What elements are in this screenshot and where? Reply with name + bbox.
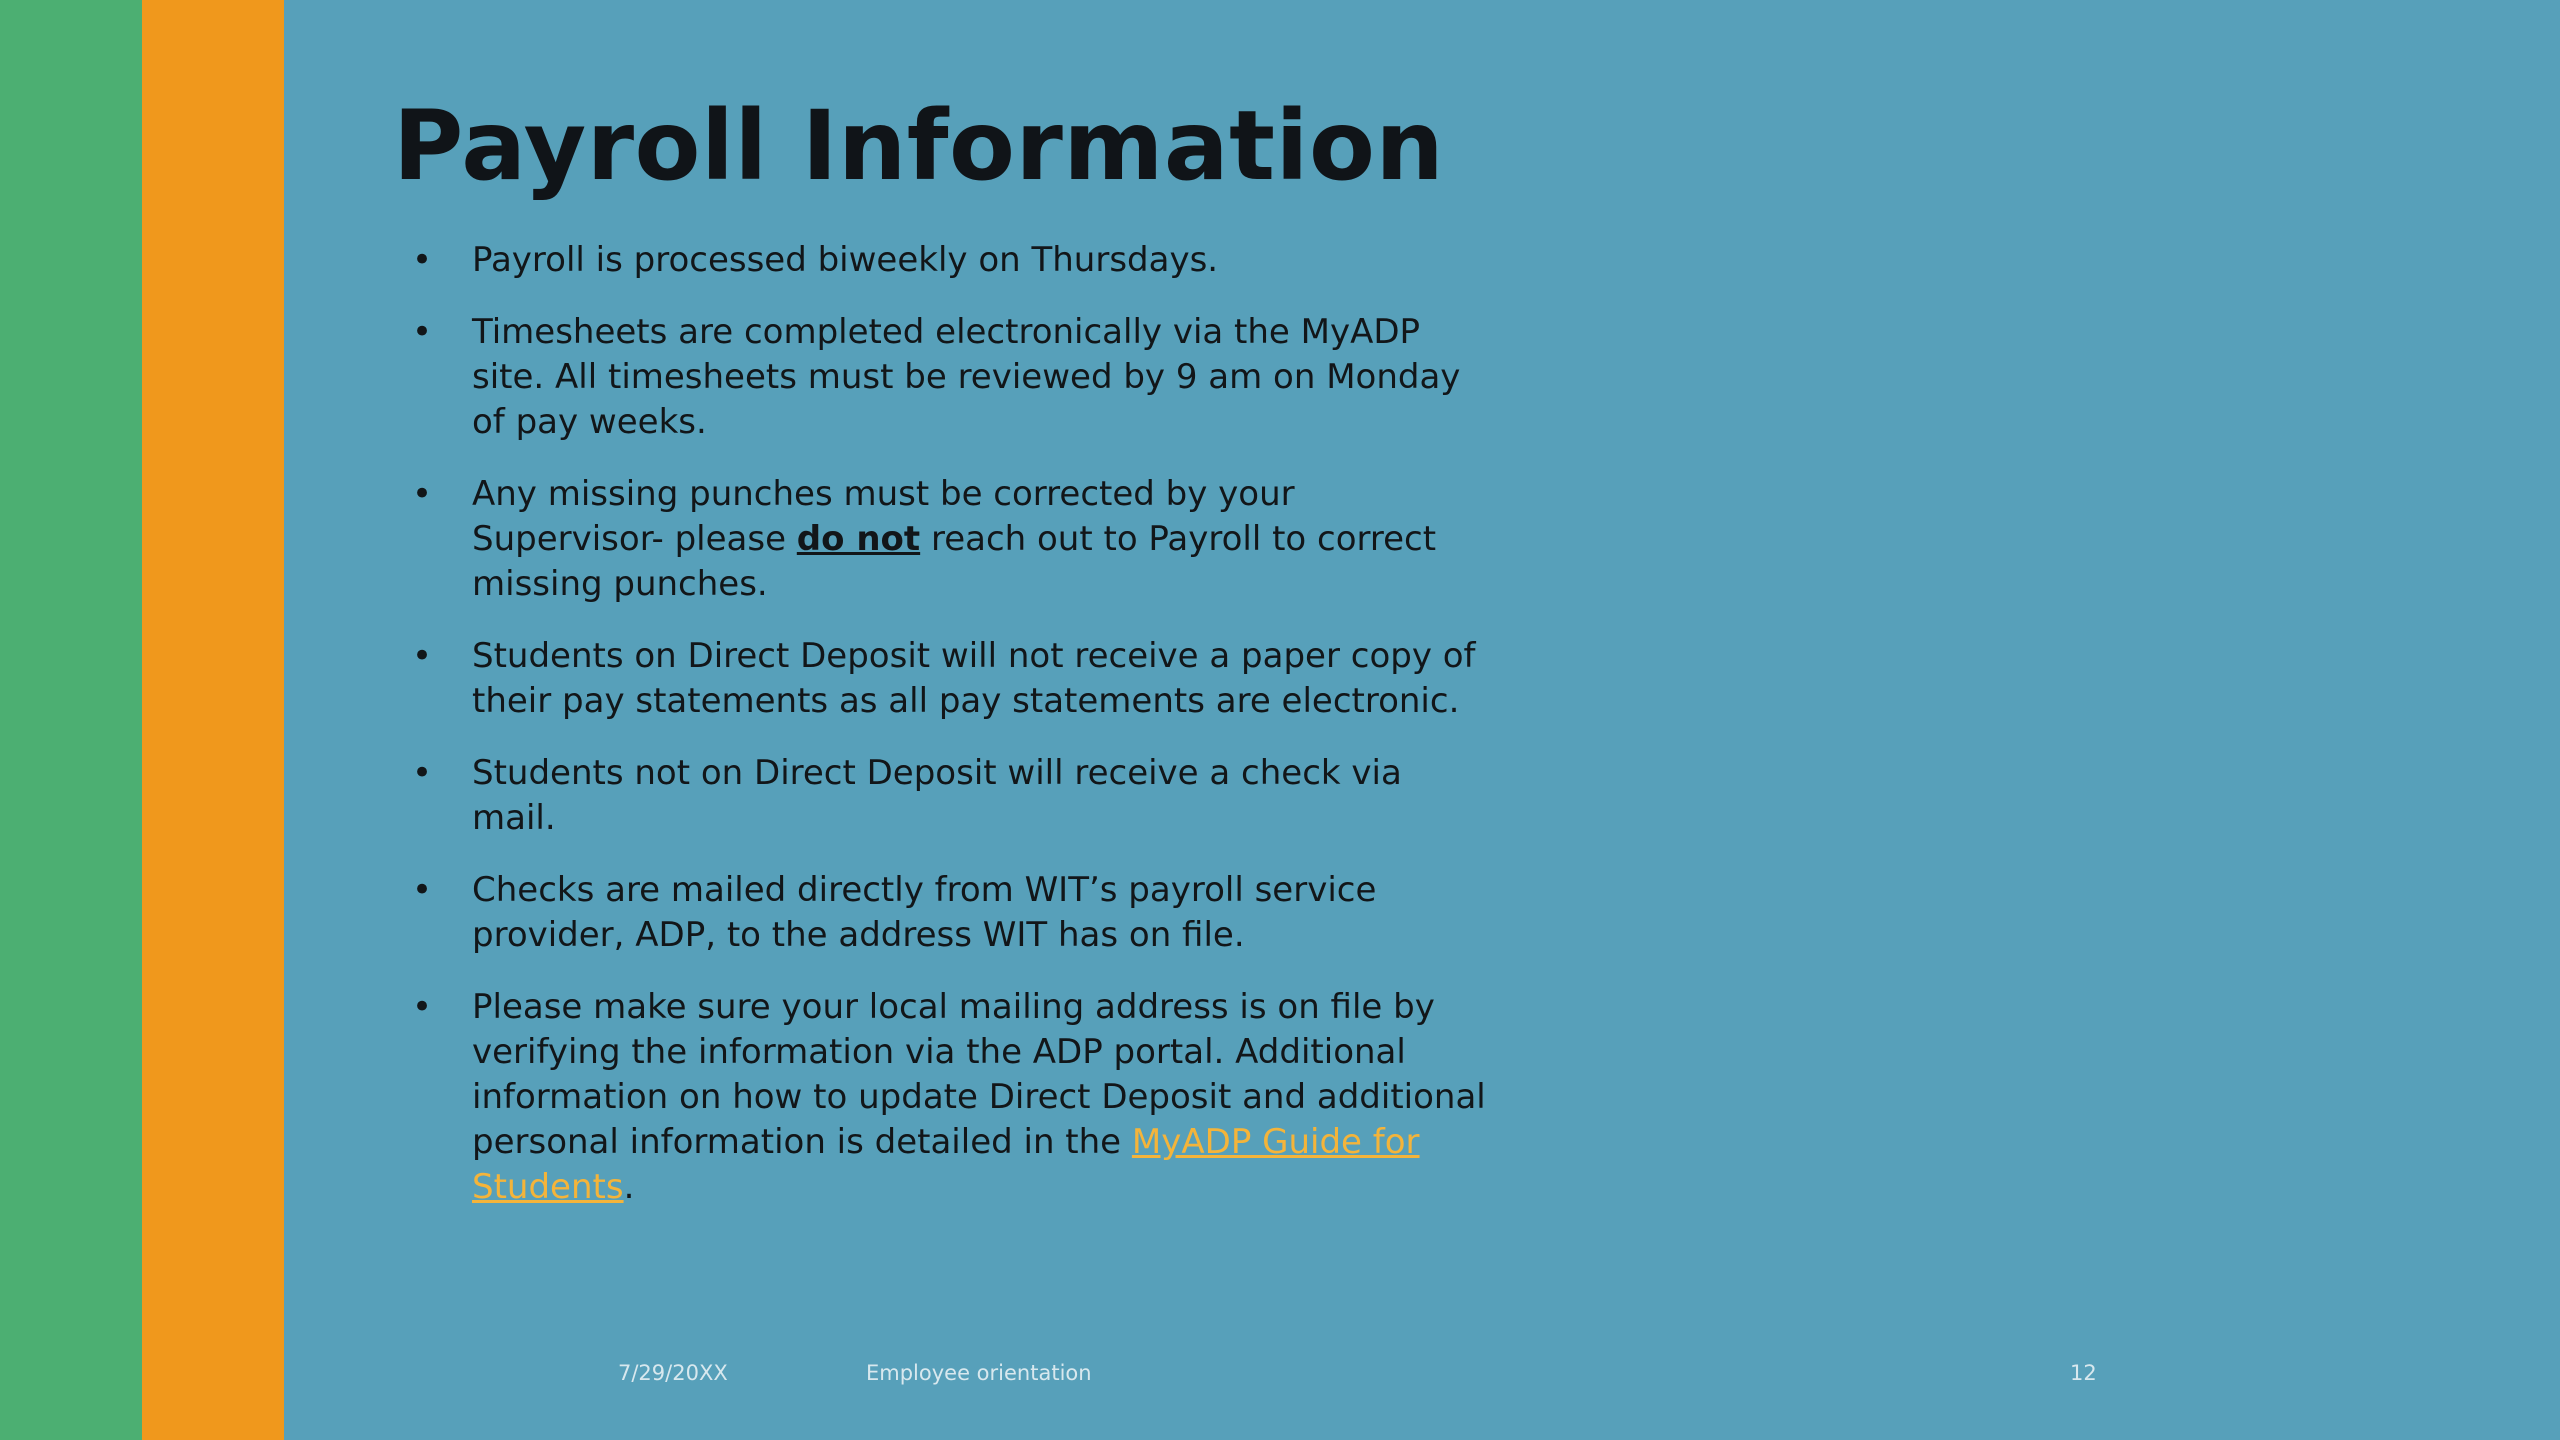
bullet-icon: • [412, 474, 433, 514]
bullet-text: Checks are mailed directly from WIT’s payroll service provider, ADP, to the address WIT has on file. [472, 870, 1377, 955]
bullet-icon: • [412, 987, 433, 1027]
bullet-item-direct-deposit [412, 634, 1492, 724]
bullet-item-missing-punches [412, 472, 1492, 607]
bullet-item-check-via-mail [412, 751, 1492, 841]
emphasis-do-not: do not [796, 519, 921, 559]
bullet-icon: • [412, 870, 433, 910]
bullet-icon: • [412, 636, 433, 676]
footer-title: Employee orientation [866, 1361, 1092, 1385]
bullet-text: Payroll is processed biweekly on Thursdays. [472, 240, 1219, 280]
bullet-list [412, 238, 1492, 1237]
bullet-item-timesheets [412, 310, 1492, 445]
bullet-icon: • [412, 240, 433, 280]
bullet-text: Students not on Direct Deposit will receive a check via mail. [472, 753, 1402, 838]
orange-stripe [142, 0, 284, 1440]
bullet-text-before: Please make sure your local mailing address is on file by verifying the information via the ADP portal. Additional information on how to update Direct Deposit and additional personal information is detailed in the [472, 987, 1486, 1162]
bullet-text: Timesheets are completed electronically via the MyADP site. All timesheets must be reviewed by 9 am on Monday of pay weeks. [472, 312, 1461, 442]
bullet-icon: • [412, 753, 433, 793]
bullet-text: Students on Direct Deposit will not receive a paper copy of their pay statements as all pay statements are electronic. [472, 636, 1476, 721]
green-stripe [0, 0, 142, 1440]
footer-date: 7/29/20XX [618, 1361, 728, 1385]
myadp-guide-link[interactable]: MyADP Guide for Students [472, 1122, 1420, 1207]
bullet-text-after: . [623, 1167, 635, 1207]
bullet-item-mailing-address [412, 985, 1492, 1210]
bullet-text-after: reach out to Payroll to correct missing punches. [472, 519, 1437, 604]
slide-title: Payroll Information [393, 90, 1445, 202]
bullet-icon: • [412, 312, 433, 352]
bullet-text-before: Any missing punches must be corrected by your Supervisor- please [472, 474, 1295, 559]
bullet-item-checks-mailed [412, 868, 1492, 958]
bullet-item-processing-schedule [412, 238, 1492, 283]
footer-page-number: 12 [2070, 1361, 2097, 1385]
